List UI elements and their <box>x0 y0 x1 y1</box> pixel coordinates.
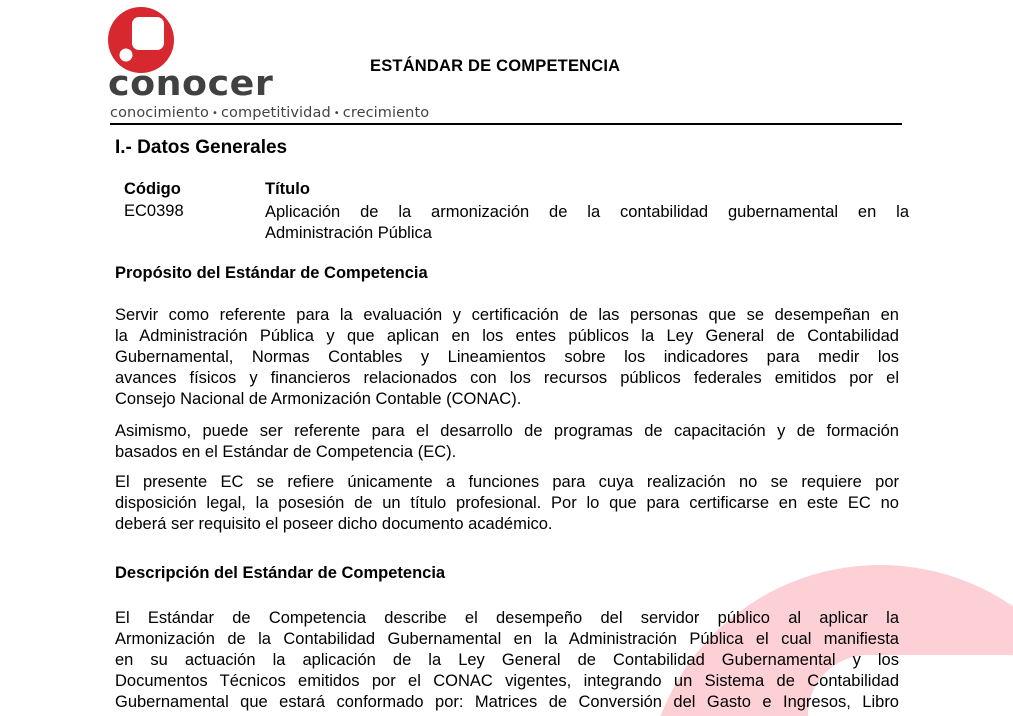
tagline-separator: • <box>333 108 340 119</box>
text-line: en su actuación la aplicación de la Ley General de Contabilidad Gubernamental y los <box>115 651 899 669</box>
tagline-part: crecimiento <box>342 105 430 121</box>
header-divider <box>110 123 902 125</box>
descripcion-paragraph-1 <box>115 608 899 713</box>
document-title: ESTÁNDAR DE COMPETENCIA <box>370 57 621 75</box>
text-line: deberá ser requisito el poseer dicho documento académico. <box>115 515 553 533</box>
proposito-paragraph-2 <box>115 421 899 463</box>
section-heading-proposito: Propósito del Estándar de Competencia <box>115 264 428 282</box>
text-line: basados en el Estándar de Competencia (EC). <box>115 443 457 461</box>
text-line: Servir como referente para la evaluación y certificación de las personas que se desempeñan en <box>115 306 899 324</box>
title-line: Aplicación de la armonización de la contabilidad gubernamental en la <box>265 203 909 221</box>
tagline-part: conocimiento <box>110 105 209 121</box>
text-line: avances físicos y financieros relacionados con los recursos públicos federales emitidos por el <box>115 369 899 387</box>
title-label: Título <box>265 180 310 198</box>
proposito-paragraph-1 <box>115 305 899 410</box>
text-line: Asimismo, puede ser referente para el desarrollo de programas de capacitación y de formación <box>115 422 899 440</box>
text-line: Armonización de la Contabilidad Gubernamental en la Administración Pública el cual manifiesta <box>115 630 899 648</box>
text-line: Consejo Nacional de Armonización Contable (CONAC). <box>115 390 522 408</box>
title-value <box>265 202 909 244</box>
section-heading-descripcion: Descripción del Estándar de Competencia <box>115 564 446 582</box>
text-line: El presente EC se refiere únicamente a funciones para cuya realización no se requiere por <box>115 473 899 491</box>
section-heading-datos-generales: I.- Datos Generales <box>115 137 288 158</box>
text-line: El Estándar de Competencia describe el desempeño del servidor público al aplicar la <box>115 609 899 627</box>
code-value: EC0398 <box>124 202 184 220</box>
tagline-part: competitividad <box>220 105 331 121</box>
code-label: Código <box>124 180 181 198</box>
text-line: disposición legal, la posesión de un título profesional. Por lo que para certificarse en este EC no <box>115 494 899 512</box>
text-line: la Administración Pública y que aplican en los entes públicos la Ley General de Contabilidad <box>115 327 899 345</box>
logo-wordmark: conocer <box>108 64 274 104</box>
text-line: Documentos Técnicos emitidos por el CONAC vigentes, integrando un Sistema de Contabilidad <box>115 672 899 690</box>
tagline-separator: • <box>211 108 218 119</box>
title-line: Administración Pública <box>265 224 432 242</box>
text-line: Gubernamental que estará conformado por: Matrices de Conversión del Gasto e Ingresos, Libro <box>115 693 899 711</box>
logo-tagline <box>110 104 429 123</box>
proposito-paragraph-3 <box>115 472 899 535</box>
text-line: Gubernamental, Normas Contables y Lineamientos sobre los indicadores para medir los <box>115 348 899 366</box>
